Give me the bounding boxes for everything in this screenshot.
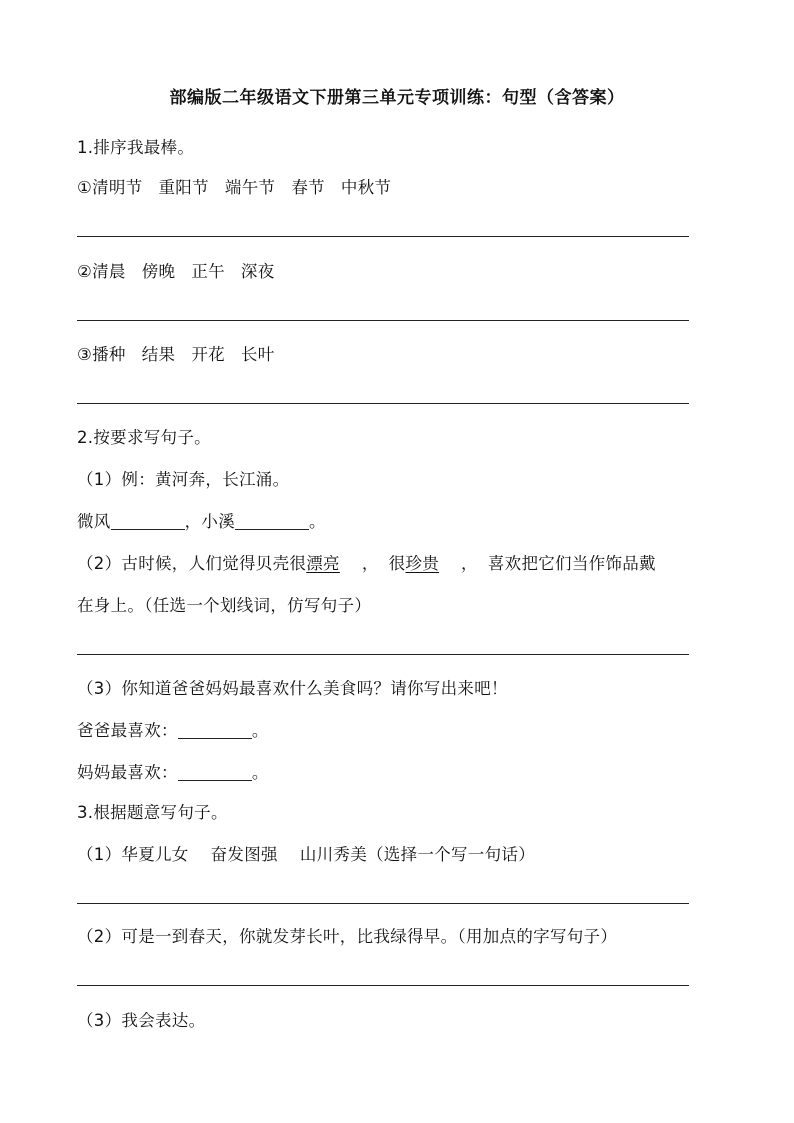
- q1-item-1-num: ①: [77, 178, 93, 197]
- answer-line[interactable]: [77, 903, 689, 904]
- answer-line[interactable]: [77, 654, 689, 655]
- answer-line[interactable]: [77, 236, 689, 237]
- q1-item-1: [77, 176, 391, 200]
- q1-word: 清晨: [92, 262, 126, 281]
- q3-p1-w3: 山川秀美（选择一个写一句话）: [299, 845, 536, 864]
- q3-p1-w2: 奋发图强: [210, 845, 278, 864]
- q1-item-2: [77, 260, 275, 284]
- q2-p2-text-b: 很: [388, 554, 406, 573]
- q1-word: 重阳节: [158, 178, 209, 197]
- q3-heading: 3.根据题意写句子。: [77, 803, 228, 822]
- q1-word: 播种: [92, 345, 126, 364]
- q1-word: 中秋节: [340, 178, 392, 197]
- q2-p2-line1: [77, 552, 656, 576]
- fill-blank[interactable]: [235, 513, 309, 530]
- answer-line[interactable]: [77, 985, 689, 986]
- q1-heading: 1.排序我最棒。: [77, 138, 195, 157]
- q1-word: 结果: [141, 345, 176, 364]
- q1-word: 春节: [291, 178, 325, 197]
- q2-p2-text-c: 喜欢把它们当作饰品戴: [487, 554, 656, 573]
- q2-p3-end: 。: [251, 763, 269, 782]
- q3-p1-prefix: （1）华夏儿女: [77, 845, 189, 864]
- q1-word: 正午: [191, 262, 225, 281]
- dad-label: 爸爸最喜欢：: [77, 721, 178, 740]
- answer-line[interactable]: [77, 320, 689, 321]
- q2-p2-text-a: （2）古时候，人们觉得贝壳很: [77, 554, 307, 573]
- q2-p1-example: （1）例：黄河奔，长江涌。: [77, 470, 290, 489]
- q1-item-2-num: ②: [77, 262, 93, 281]
- q2-p3-question: （3）你知道爸爸妈妈最喜欢什么美食吗？请你写出来吧！: [77, 679, 508, 698]
- q2-p2-line2: 在身上。（任选一个划线词，仿写句子）: [77, 596, 372, 615]
- q2-p1-part-a: 微风: [77, 512, 111, 531]
- fill-blank[interactable]: [111, 513, 185, 530]
- underlined-word-1: 漂亮: [306, 554, 340, 573]
- q2-p2-comma-2: ，: [461, 554, 478, 573]
- q2-p3-dad: [77, 719, 269, 743]
- q1-item-3-num: ③: [77, 345, 93, 364]
- q1-word: 深夜: [240, 262, 275, 281]
- q1-item-3: [77, 343, 275, 367]
- underlined-word-2: 珍贵: [405, 554, 440, 573]
- answer-line[interactable]: [77, 403, 689, 404]
- q1-word: 长叶: [240, 345, 275, 364]
- mom-label: 妈妈最喜欢：: [77, 763, 178, 782]
- q3-p3: （3）我会表达。: [77, 1011, 206, 1030]
- q2-p1-sep: ，小溪: [184, 512, 236, 531]
- fill-blank[interactable]: [178, 722, 252, 739]
- q2-p1-fill: [77, 510, 326, 534]
- q3-p2: （2）可是一到春天，你就发芽长叶，比我绿得早。（用加点的字写句子）: [77, 927, 618, 946]
- page-title: 部编版二年级语文下册第三单元专项训练：句型（含答案）: [169, 88, 625, 108]
- q2-p3-end: 。: [251, 721, 269, 740]
- q1-word: 开花: [191, 345, 225, 364]
- q3-p1: [77, 843, 535, 867]
- q1-word: 端午节: [224, 178, 276, 197]
- q2-p3-mom: [77, 761, 269, 785]
- q2-p1-end: 。: [309, 512, 326, 531]
- q2-p2-comma-1: ，: [361, 554, 379, 573]
- q2-heading: 2.按要求写句子。: [77, 428, 211, 447]
- q1-word: 傍晚: [141, 262, 176, 281]
- q1-word: 清明节: [92, 178, 143, 197]
- fill-blank[interactable]: [178, 764, 252, 781]
